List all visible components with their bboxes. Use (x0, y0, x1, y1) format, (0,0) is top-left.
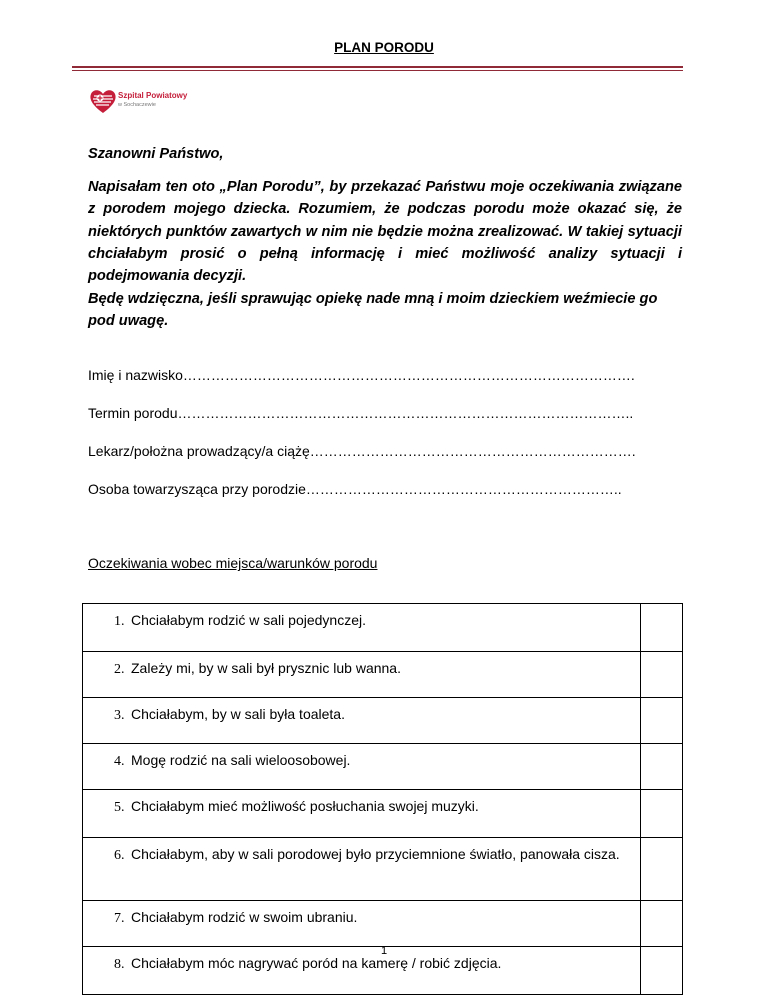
item-number: 4. (114, 754, 125, 769)
document-title: PLAN PORODU (334, 40, 434, 55)
item-number: 6. (114, 848, 125, 863)
field-doctor[interactable]: Lekarz/położna prowadzący/a ciążę……………………………………………………………. (88, 443, 636, 459)
item-checkbox[interactable] (641, 838, 683, 901)
table-row (83, 790, 683, 838)
field-name[interactable]: Imię i nazwisko……………………………………………………………………………………. (88, 367, 635, 383)
hospital-logo (88, 85, 198, 119)
expectations-table (82, 603, 683, 995)
item-number: 1. (114, 614, 125, 629)
section-heading: Oczekiwania wobec miejsca/warunków porodu (88, 555, 378, 571)
item-text: Mogę rodzić na sali wieloosobowej. (131, 752, 351, 768)
intro-paragraph: Napisałam ten oto „Plan Porodu”, by przekazać Państwu moje oczekiwania związane z porodem mojego dziecka. Rozumiem, że podczas porodu może okazać się, że niektórych punktów zawartych w nim nie będzie można zrealizować. W takiej sytuacji chciałabym prosić o pełną informację i mieć możliwość analizy sytuacji i podejmowania decyzji. (88, 179, 682, 285)
item-number: 3. (114, 708, 125, 723)
item-number: 5. (114, 800, 125, 815)
logo-subtitle: w Sochaczewie (118, 102, 156, 108)
header-rule-thin (72, 70, 683, 71)
header-rule-thick (72, 66, 683, 68)
field-due-date[interactable]: Termin porodu…………………………………………………………………………………….. (88, 405, 634, 421)
logo-name: Szpital Powiatowy (118, 91, 188, 100)
field-companion[interactable]: Osoba towarzysząca przy porodzie………………………………………………………….. (88, 481, 622, 497)
item-text: Chciałabym, by w sali była toaleta. (131, 706, 345, 722)
item-text: Chciałabym rodzić w swoim ubraniu. (131, 909, 358, 925)
heart-logo-icon (88, 87, 118, 115)
item-checkbox[interactable] (641, 698, 683, 744)
table-row (83, 698, 683, 744)
item-text: Chciałabym, aby w sali porodowej było przyciemnione światło, panowała cisza. (131, 846, 620, 862)
table-row (83, 652, 683, 698)
item-checkbox[interactable] (641, 604, 683, 652)
table-row (83, 901, 683, 947)
item-checkbox[interactable] (641, 744, 683, 790)
item-checkbox[interactable] (641, 652, 683, 698)
page-number: 1 (380, 945, 388, 957)
item-number: 2. (114, 662, 125, 677)
item-checkbox[interactable] (641, 790, 683, 838)
request-paragraph: Będę wdzięczna, jeśli sprawując opiekę nade mną i moim dzieckiem weźmiecie go pod uwagę. (88, 291, 658, 330)
greeting: Szanowni Państwo, (88, 146, 224, 162)
item-number: 7. (114, 911, 125, 926)
item-number: 8. (114, 957, 125, 972)
item-checkbox[interactable] (641, 901, 683, 947)
item-text: Chciałabym rodzić w sali pojedynczej. (131, 612, 366, 628)
item-text: Chciałabym mieć możliwość posłuchania swojej muzyki. (131, 798, 479, 814)
table-row (83, 838, 683, 901)
item-text: Chciałabym móc nagrywać poród na kamerę / robić zdjęcia. (131, 955, 502, 971)
item-text: Zależy mi, by w sali był prysznic lub wanna. (131, 660, 401, 676)
table-row (83, 604, 683, 652)
table-row (83, 744, 683, 790)
